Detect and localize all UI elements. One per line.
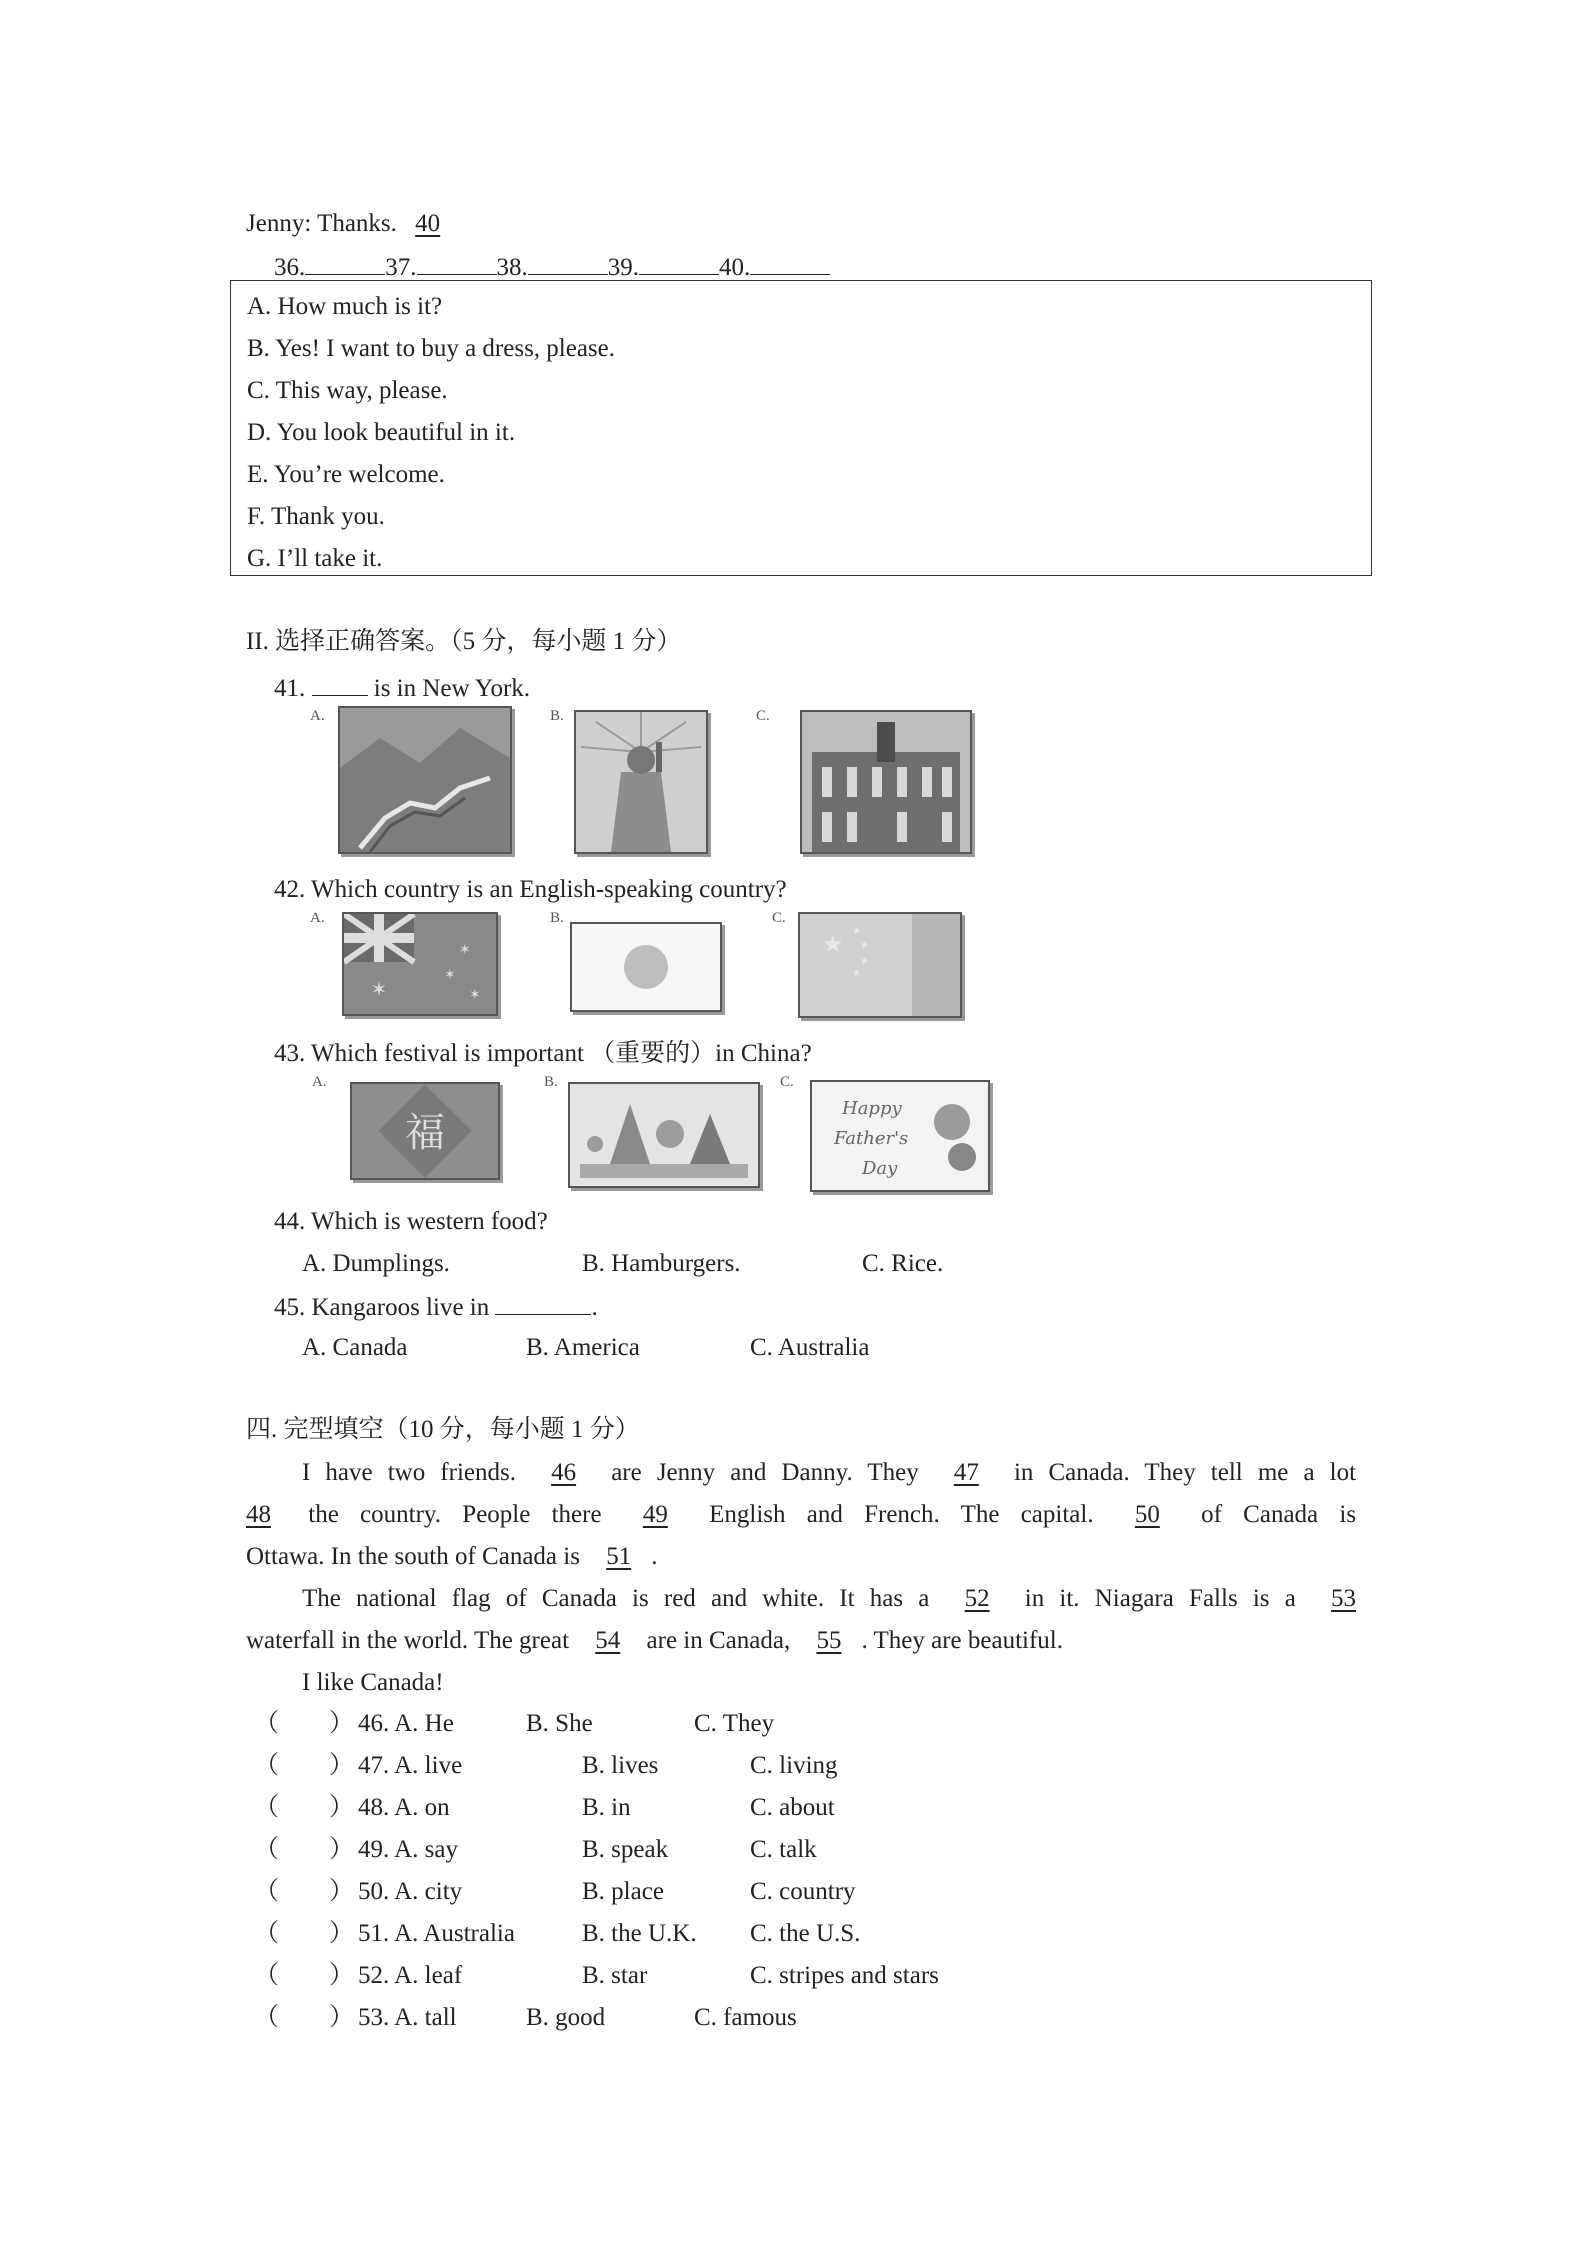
- passage-line-6: I like Canada!: [302, 1669, 444, 1696]
- blank-47: 47: [953, 1459, 979, 1486]
- passage-text: Ottawa. In the south of Canada is: [246, 1543, 580, 1570]
- christmas-scene-image[interactable]: [568, 1082, 760, 1188]
- passage-text: in it. Niagara Falls is a: [1024, 1585, 1296, 1612]
- mc-option-a: 53. A. tall: [358, 2004, 457, 2031]
- q45-option-a: A. Canada: [302, 1334, 408, 1361]
- mc-option-b: B. good: [526, 2004, 606, 2031]
- answer-paren[interactable]: （ ）: [254, 1710, 355, 1737]
- q43-label-a: A.: [312, 1074, 327, 1090]
- q43-text: 43. Which festival is important （重要的）in China?: [274, 1040, 812, 1067]
- answer-blank-36[interactable]: [305, 250, 385, 275]
- mc-option-c: C. country: [750, 1878, 856, 1905]
- answer-label-36: 36.: [274, 254, 306, 281]
- option-a: A. How much is it?: [247, 293, 443, 320]
- svg-text:★: ★: [860, 940, 869, 951]
- mc-option-b: B. in: [582, 1794, 631, 1821]
- mc-option-a: 46. A. He: [358, 1710, 454, 1737]
- option-f: F. Thank you.: [247, 503, 385, 530]
- q42-text: 42. Which country is an English-speaking country?: [274, 876, 787, 903]
- fathers-day-card-image[interactable]: [810, 1080, 990, 1192]
- answer-paren[interactable]: （ ）: [254, 1836, 355, 1863]
- section2-title: II. 选择正确答案。（5 分，每小题 1 分）: [246, 628, 682, 655]
- statue-of-liberty-image[interactable]: [574, 710, 708, 854]
- parliament-building-image[interactable]: [800, 710, 972, 854]
- svg-text:Day: Day: [862, 1158, 898, 1179]
- passage-text: .: [651, 1543, 658, 1570]
- mc-option-b: B. place: [582, 1878, 664, 1905]
- mc-option-c: C. They: [694, 1710, 775, 1737]
- q42-label-c: C.: [772, 910, 786, 926]
- answer-label-40: 40.: [719, 254, 751, 281]
- mc-option-c: C. stripes and stars: [750, 1962, 939, 1989]
- blank-54: 54: [595, 1627, 621, 1654]
- q43-label-b: B.: [544, 1074, 558, 1090]
- q41-text: [274, 671, 530, 705]
- mc-option-c: C. about: [750, 1794, 835, 1821]
- options-box: [230, 280, 1372, 576]
- mc-option-a: 48. A. on: [358, 1794, 450, 1821]
- mc-option-c: C. the U.S.: [750, 1920, 861, 1947]
- q45-option-b: B. America: [526, 1334, 640, 1361]
- mc-option-a: 51. A. Australia: [358, 1920, 515, 1947]
- blank-51: 51: [606, 1543, 632, 1570]
- dialog-speaker: Jenny: Thanks.: [246, 210, 397, 237]
- blank-52: 52: [964, 1585, 990, 1612]
- option-d: D. You look beautiful in it.: [247, 419, 516, 446]
- svg-text:✶: ✶: [444, 967, 456, 983]
- option-b: B. Yes! I want to buy a dress, please.: [247, 335, 616, 362]
- answer-paren[interactable]: （ ）: [254, 1920, 355, 1947]
- mc-option-a: 47. A. live: [358, 1752, 463, 1779]
- mc-option-b: B. star: [582, 1962, 648, 1989]
- dialog-blank: 40: [415, 210, 441, 237]
- svg-text:Happy: Happy: [842, 1098, 902, 1119]
- mc-option-a: 52. A. leaf: [358, 1962, 463, 1989]
- answer-label-39: 39.: [607, 254, 639, 281]
- answer-paren[interactable]: （ ）: [254, 1752, 355, 1779]
- svg-text:★: ★: [822, 930, 844, 958]
- mc-option-c: C. famous: [694, 2004, 797, 2031]
- blank-55: 55: [816, 1627, 842, 1654]
- mc-option-b: B. She: [526, 1710, 593, 1737]
- passage-line-4: [246, 1578, 1356, 1620]
- passage-text: in Canada. They tell me a lot: [1013, 1459, 1357, 1486]
- mc-option-a: 50. A. city: [358, 1878, 463, 1905]
- answer-blank-37[interactable]: [417, 250, 497, 275]
- dialog-line: [246, 208, 452, 240]
- passage-line-5: [246, 1620, 1356, 1662]
- passage-line-2: [246, 1494, 1356, 1536]
- answer-blank-38[interactable]: [528, 250, 608, 275]
- blank-48: 48: [246, 1501, 271, 1528]
- q44-option-b: B. Hamburgers.: [582, 1250, 741, 1277]
- svg-text:✶: ✶: [370, 977, 388, 1001]
- q45-question: 45. Kangaroos live in: [274, 1294, 490, 1321]
- fu-character-image[interactable]: [350, 1082, 500, 1180]
- answer-label-38: 38.: [496, 254, 528, 281]
- svg-text:福: 福: [405, 1110, 445, 1156]
- passage-line-1: [246, 1452, 1356, 1494]
- option-e: E. You’re welcome.: [247, 461, 445, 488]
- svg-text:★: ★: [852, 926, 861, 937]
- blank-53: 53: [1331, 1585, 1357, 1612]
- passage-text: I have two friends.: [302, 1459, 516, 1486]
- q45-blank[interactable]: [495, 1290, 591, 1315]
- q43-label-c: C.: [780, 1074, 794, 1090]
- mc-option-b: B. the U.K.: [582, 1920, 697, 1947]
- great-wall-image[interactable]: [338, 706, 512, 854]
- answer-paren[interactable]: （ ）: [254, 1878, 355, 1905]
- answer-paren[interactable]: （ ）: [254, 1962, 355, 1989]
- japan-flag-image[interactable]: [570, 922, 722, 1012]
- passage-text: English and French. The capital.: [709, 1501, 1094, 1528]
- q41-question: is in New York.: [373, 675, 531, 702]
- australia-flag-image[interactable]: [342, 912, 498, 1016]
- option-c: C. This way, please.: [247, 377, 448, 404]
- q41-number: 41.: [274, 675, 306, 702]
- mc-option-c: C. living: [750, 1752, 838, 1779]
- q45-period: .: [591, 1294, 598, 1321]
- q41-label-a: A.: [310, 708, 325, 724]
- blank-49: 49: [642, 1501, 668, 1528]
- q44-option-c: C. Rice.: [862, 1250, 944, 1277]
- passage-text: are Jenny and Danny. They: [611, 1459, 919, 1486]
- blank-50: 50: [1134, 1501, 1160, 1528]
- answer-paren[interactable]: （ ）: [254, 2004, 355, 2031]
- q44-text: 44. Which is western food?: [274, 1208, 548, 1235]
- passage-text: the country. People there: [308, 1501, 602, 1528]
- mc-option-c: C. talk: [750, 1836, 817, 1863]
- china-flag-image[interactable]: [798, 912, 962, 1018]
- mc-option-b: B. speak: [582, 1836, 669, 1863]
- q45-option-c: C. Australia: [750, 1334, 870, 1361]
- section4-title: 四. 完型填空（10 分，每小题 1 分）: [246, 1416, 640, 1443]
- q44-option-a: A. Dumplings.: [302, 1250, 450, 1277]
- answer-row: [274, 250, 830, 284]
- passage-text: waterfall in the world. The great: [246, 1627, 570, 1654]
- svg-text:✶: ✶: [459, 942, 471, 958]
- q42-label-a: A.: [310, 910, 325, 926]
- passage-text: of Canada is: [1201, 1501, 1357, 1528]
- passage-text: The national flag of Canada is red and white. It has a: [302, 1585, 930, 1612]
- q41-label-b: B.: [550, 708, 564, 724]
- q45-text: [274, 1290, 598, 1324]
- svg-text:★: ★: [860, 956, 869, 967]
- answer-blank-40[interactable]: [750, 250, 830, 275]
- svg-text:★: ★: [852, 968, 861, 979]
- q42-label-b: B.: [550, 910, 564, 926]
- passage-line-3: [246, 1536, 1356, 1578]
- passage-text: are in Canada,: [646, 1627, 791, 1654]
- answer-label-37: 37.: [385, 254, 417, 281]
- passage-text: . They are beautiful.: [861, 1627, 1064, 1654]
- mc-option-b: B. lives: [582, 1752, 659, 1779]
- answer-paren[interactable]: （ ）: [254, 1794, 355, 1821]
- passage: [246, 1452, 1356, 1704]
- mc-option-a: 49. A. say: [358, 1836, 458, 1863]
- svg-text:✶: ✶: [469, 987, 481, 1003]
- q41-label-c: C.: [756, 708, 770, 724]
- blank-46: 46: [551, 1459, 577, 1486]
- q41-blank[interactable]: [312, 671, 368, 696]
- answer-blank-39[interactable]: [639, 250, 719, 275]
- option-g: G. I’ll take it.: [247, 545, 383, 572]
- svg-text:Father's: Father's: [834, 1128, 909, 1149]
